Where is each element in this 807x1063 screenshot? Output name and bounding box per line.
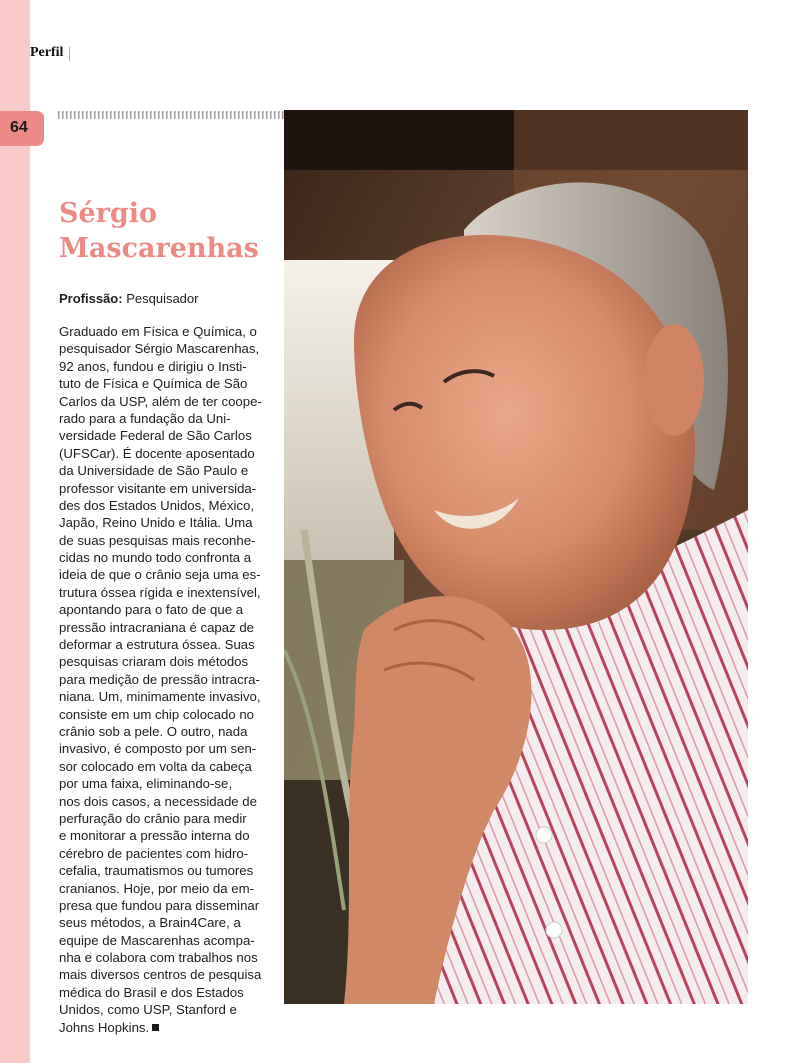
body-line: cefalia, traumatismos ou tumores — [59, 863, 254, 879]
body-line: cérebro de pacientes com hidro- — [59, 845, 249, 861]
body-line: mais diversos centros de pesquisa — [59, 967, 262, 983]
body-line: por uma faixa, eliminando-se, — [59, 776, 232, 792]
body-line: versidade Federal de São Carlos — [59, 428, 252, 444]
body-line: da Universidade de São Paulo e — [59, 463, 249, 479]
body-line: cranianos. Hoje, por meio da em- — [59, 880, 254, 896]
body-line: de suas pesquisas mais reconhe- — [59, 532, 256, 548]
body-line: sor colocado em volta da cabeça — [59, 758, 252, 774]
body-line: deformar a estrutura óssea. Suas — [59, 637, 255, 653]
body-line: professor visitante em universida- — [59, 480, 257, 496]
page-number: 64 — [10, 119, 28, 136]
body-line: pesquisador Sérgio Mascarenhas, — [59, 341, 260, 357]
body-line: des dos Estados Unidos, México, — [59, 497, 254, 513]
body-line: Graduado em Física e Química, o — [59, 324, 257, 339]
body-line: crânio sob a pele. O outro, nada — [59, 723, 248, 739]
profession-value: Pesquisador — [126, 291, 199, 306]
body-line: cidas no mundo todo confronta a — [59, 550, 252, 566]
body-line: presa que fundou para disseminar — [59, 897, 260, 913]
body-line: apontando para o fato de que a — [59, 602, 244, 618]
body-line: consiste em um chip colocado no — [59, 706, 254, 722]
body-line: tuto de Física e Química de São — [59, 376, 248, 392]
body-line: invasivo, é composto por um sen- — [59, 741, 257, 757]
profession-line — [59, 291, 198, 307]
body-line: e monitorar a pressão interna do — [59, 828, 250, 844]
body-line: perfuração do crânio para medir — [59, 810, 247, 826]
body-line: trutura óssea rígida e inextensível, — [59, 584, 261, 600]
article-body — [59, 323, 285, 1036]
body-line: niana. Um, minimamente invasivo, — [59, 689, 261, 705]
body-line: pesquisas criaram dois métodos — [59, 654, 249, 670]
body-line-last — [59, 1019, 285, 1036]
article-title: Sérgio Mascarenhas — [59, 198, 259, 264]
side-color-strip — [0, 0, 30, 1063]
body-line: médica do Brasil e dos Estados — [59, 984, 244, 1000]
body-line: para medição de pressão intracra- — [59, 671, 260, 687]
body-line: pressão intracraniana é capaz de — [59, 619, 255, 635]
body-line: 92 anos, fundou e dirigiu o Insti- — [59, 358, 247, 374]
end-of-article-mark — [152, 1024, 159, 1031]
body-line-text: Johns Hopkins. — [59, 1019, 150, 1035]
body-line: ideia de que o crânio seja uma es- — [59, 567, 261, 583]
body-line: equipe de Mascarenhas acompa- — [59, 932, 255, 948]
body-line: Japão, Reino Unido e Itália. Uma — [59, 515, 253, 531]
body-line: nos dois casos, a necessidade de — [59, 793, 257, 809]
body-line: Carlos da USP, além de ter coope- — [59, 393, 262, 409]
portrait-photo — [284, 110, 748, 1004]
body-line: rado para a fundação da Uni- — [59, 410, 231, 426]
dashed-rule — [58, 111, 284, 119]
profession-label: Profissão: — [59, 291, 123, 306]
body-line: seus métodos, a Brain4Care, a — [59, 915, 241, 931]
body-line: nha e colabora com trabalhos nos — [59, 950, 258, 966]
section-label: Perfil — [30, 45, 64, 60]
page-number-tab — [0, 111, 44, 146]
section-divider — [69, 47, 70, 61]
body-line: (UFSCar). É docente aposentado — [59, 445, 255, 461]
body-line: Unidos, como USP, Stanford e — [59, 1002, 237, 1018]
